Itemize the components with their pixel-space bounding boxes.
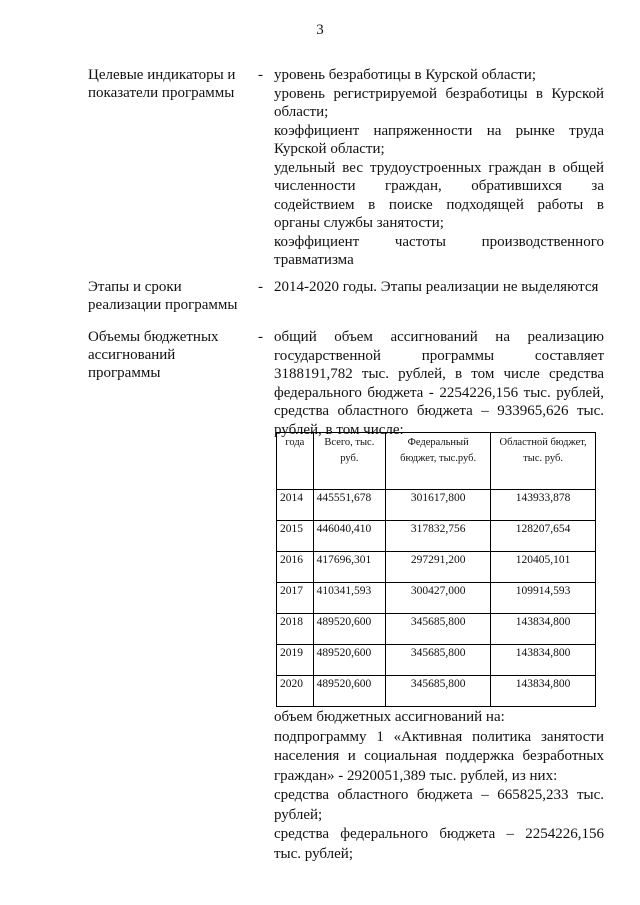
- table-row: [277, 614, 596, 645]
- indicator-item: коэффициент частоты производственного травматизма: [274, 233, 604, 268]
- table-cell: 2020: [277, 676, 314, 707]
- table-cell: 2014: [277, 490, 314, 521]
- table-header-cell: Федеральный бюджет, тыс.руб.: [386, 433, 491, 490]
- table-cell: 120405,101: [491, 552, 596, 583]
- table-cell: 446040,410: [313, 521, 385, 552]
- table-row: [277, 490, 596, 521]
- table-cell: 417696,301: [313, 552, 385, 583]
- table-row: [277, 521, 596, 552]
- indicator-item: коэффициент напряженности на рынке труда Курской области;: [274, 122, 604, 157]
- section-text-indicators: [274, 66, 604, 270]
- table-cell: 143933,878: [491, 490, 596, 521]
- allocation-item: средства областного бюджета – 665825,233 тыс. рублей;: [274, 787, 604, 823]
- allocation-item: подпрограмму 1 «Активная политика занятости населения и социальная поддержка безработных граждан» - 2920051,389 тыс. рублей, из них:: [274, 728, 604, 784]
- stages-text: 2014-2020 годы. Этапы реализации не выделяются: [274, 279, 599, 295]
- table-cell: 300427,000: [386, 583, 491, 614]
- table-cell: 489520,600: [313, 645, 385, 676]
- table-cell: 410341,593: [313, 583, 385, 614]
- table-row: [277, 676, 596, 707]
- table-cell: 128207,654: [491, 521, 596, 552]
- table-cell: 2018: [277, 614, 314, 645]
- section-dash-budget: -: [258, 329, 263, 345]
- indicator-item: удельный вес трудоустроенных граждан в общей численности граждан, обратившихся за содействием в поиске подходящей работы в органы службы занятости;: [274, 159, 604, 231]
- table-cell: 345685,800: [386, 676, 491, 707]
- table-header-cell: Всего, тыс. руб.: [313, 433, 385, 490]
- allocation-item: средства федерального бюджета – 2254226,156 тыс. рублей;: [274, 826, 604, 862]
- budget-table: [276, 432, 596, 707]
- table-cell: 2019: [277, 645, 314, 676]
- section-label-budget: Объемы бюджетных ассигнований программы: [88, 329, 219, 381]
- section-label-indicators: Целевые индикаторы и показатели программы: [88, 67, 236, 101]
- table-header-cell: Областной бюджет, тыс. руб.: [491, 433, 596, 490]
- table-cell: 445551,678: [313, 490, 385, 521]
- table-cell: 109914,593: [491, 583, 596, 614]
- indicator-item: уровень безработицы в Курской области;: [274, 67, 536, 83]
- section-label-stages: Этапы и сроки реализации программы: [88, 279, 238, 313]
- allocation-text: [274, 708, 604, 864]
- allocation-item: объем бюджетных ассигнований на:: [274, 709, 505, 725]
- table-cell: 2017: [277, 583, 314, 614]
- section-dash-indicators: -: [258, 67, 263, 83]
- table-cell: 489520,600: [313, 614, 385, 645]
- table-cell: 143834,800: [491, 645, 596, 676]
- section-text-budget: [274, 328, 604, 439]
- table-cell: 345685,800: [386, 645, 491, 676]
- table-cell: 317832,756: [386, 521, 491, 552]
- table-cell: 301617,800: [386, 490, 491, 521]
- table-row: [277, 552, 596, 583]
- page-number: 3: [316, 22, 324, 38]
- table-cell: 2015: [277, 521, 314, 552]
- section-text-stages: [274, 278, 604, 297]
- table-row: [277, 583, 596, 614]
- table-header-cell: года: [277, 433, 314, 490]
- table-cell: 2016: [277, 552, 314, 583]
- indicator-item: уровень регистрируемой безработицы в Курской области;: [274, 85, 604, 120]
- table-row: [277, 645, 596, 676]
- table-cell: 143834,800: [491, 676, 596, 707]
- table-cell: 143834,800: [491, 614, 596, 645]
- table-cell: 345685,800: [386, 614, 491, 645]
- table-cell: 297291,200: [386, 552, 491, 583]
- table-cell: 489520,600: [313, 676, 385, 707]
- budget-text: общий объем ассигнований на реализацию государственной программы составляет 3188191,782 тыс. рублей, в том числе средства федерального бюджета - 2254226,156 тыс. рублей, средства областного бюджета – 933965,626 тыс. рублей, в том числе:: [274, 329, 604, 438]
- section-dash-stages: -: [258, 279, 263, 295]
- table-header-row: [277, 433, 596, 490]
